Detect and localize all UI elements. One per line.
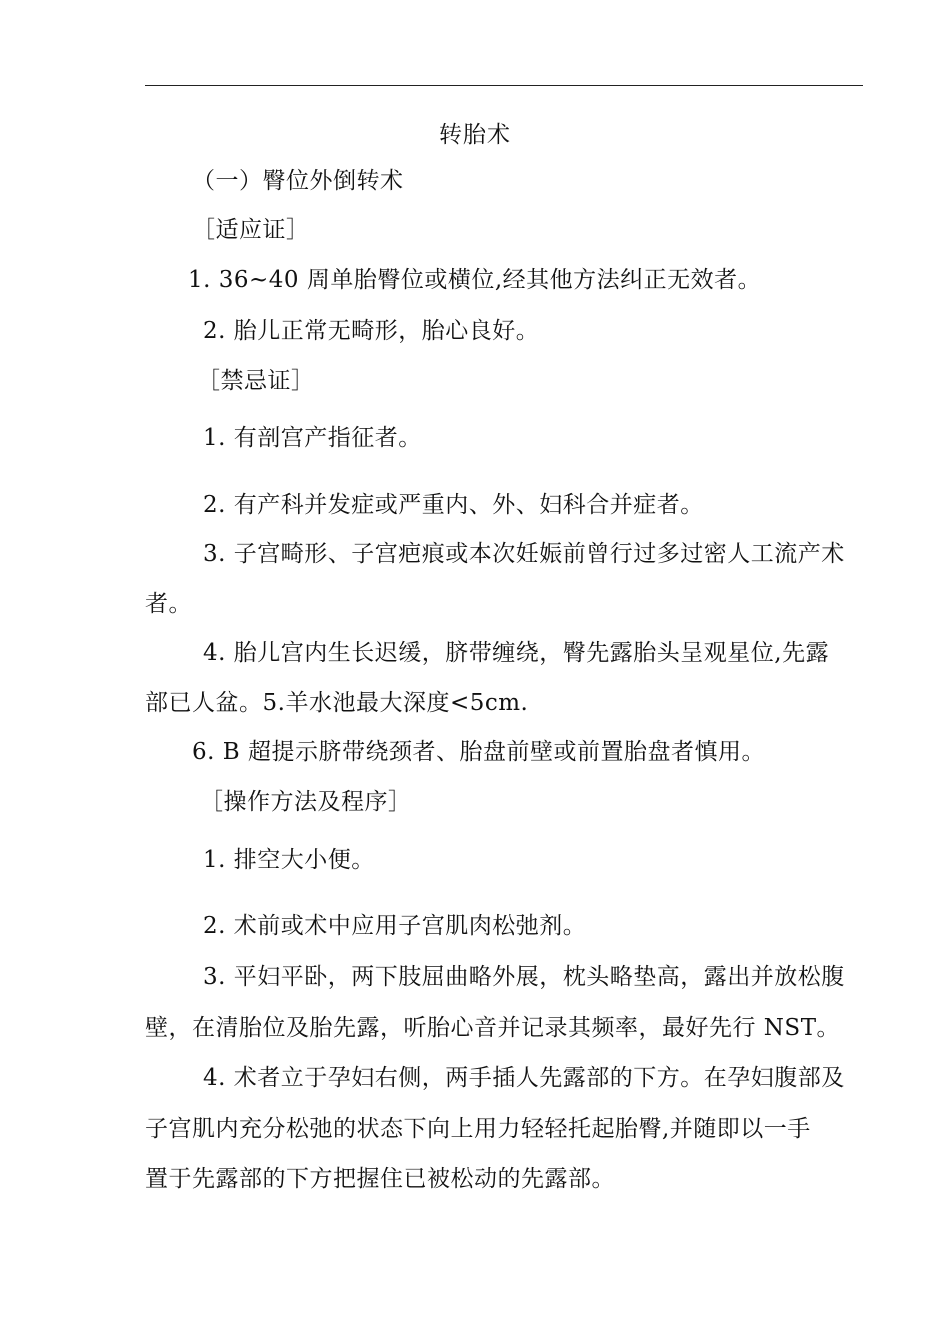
- contraindications-heading: ［禁忌证］: [197, 368, 315, 394]
- section-heading: （一）臀位外倒转术: [192, 168, 404, 194]
- indication-item: 2. 胎儿正常无畸形，胎心良好。: [203, 318, 540, 344]
- indications-heading: ［适应证］: [192, 217, 310, 243]
- contraindication-item: 2. 有产科并发症或严重内、外、妇科合并症者。: [203, 492, 704, 518]
- contraindication-item: 6. B 超提示脐带绕颈者、胎盘前壁或前置胎盘者慎用。: [192, 739, 765, 765]
- header-rule: [145, 85, 863, 86]
- contraindication-item-continued: 者。: [145, 591, 192, 617]
- procedure-item-continued: 置于先露部的下方把握住已被松动的先露部。: [145, 1166, 615, 1192]
- procedure-item: 1. 排空大小便。: [203, 847, 375, 873]
- procedure-item: 2. 术前或术中应用子宫肌肉松弛剂。: [203, 913, 587, 939]
- procedure-item: 3. 平妇平卧，两下肢屈曲略外展，枕头略垫高，露出并放松腹: [203, 964, 845, 990]
- page-title: 转胎术: [439, 122, 511, 148]
- indication-item: 1. 36~40 周单胎臀位或横位,经其他方法纠正无效者。: [188, 267, 762, 293]
- procedure-item: 4. 术者立于孕妇右侧，两手插人先露部的下方。在孕妇腹部及: [203, 1065, 845, 1091]
- contraindication-item-continued: 部已人盆。5.羊水池最大深度<5cm.: [145, 690, 529, 716]
- procedure-heading: ［操作方法及程序］: [200, 789, 412, 815]
- contraindication-item: 1. 有剖宫产指征者。: [203, 425, 422, 451]
- contraindication-item: 3. 子宫畸形、子宫疤痕或本次妊娠前曾行过多过密人工流产术: [203, 541, 845, 567]
- procedure-item-continued: 子宫肌内充分松弛的状态下向上用力轻轻托起胎臀,并随即以一手: [145, 1116, 811, 1142]
- contraindication-item: 4. 胎儿宫内生长迟缓，脐带缠绕，臀先露胎头呈观星位,先露: [203, 640, 830, 666]
- procedure-item-continued: 壁，在清胎位及胎先露，听胎心音并记录其频率，最好先行 NST。: [145, 1015, 841, 1041]
